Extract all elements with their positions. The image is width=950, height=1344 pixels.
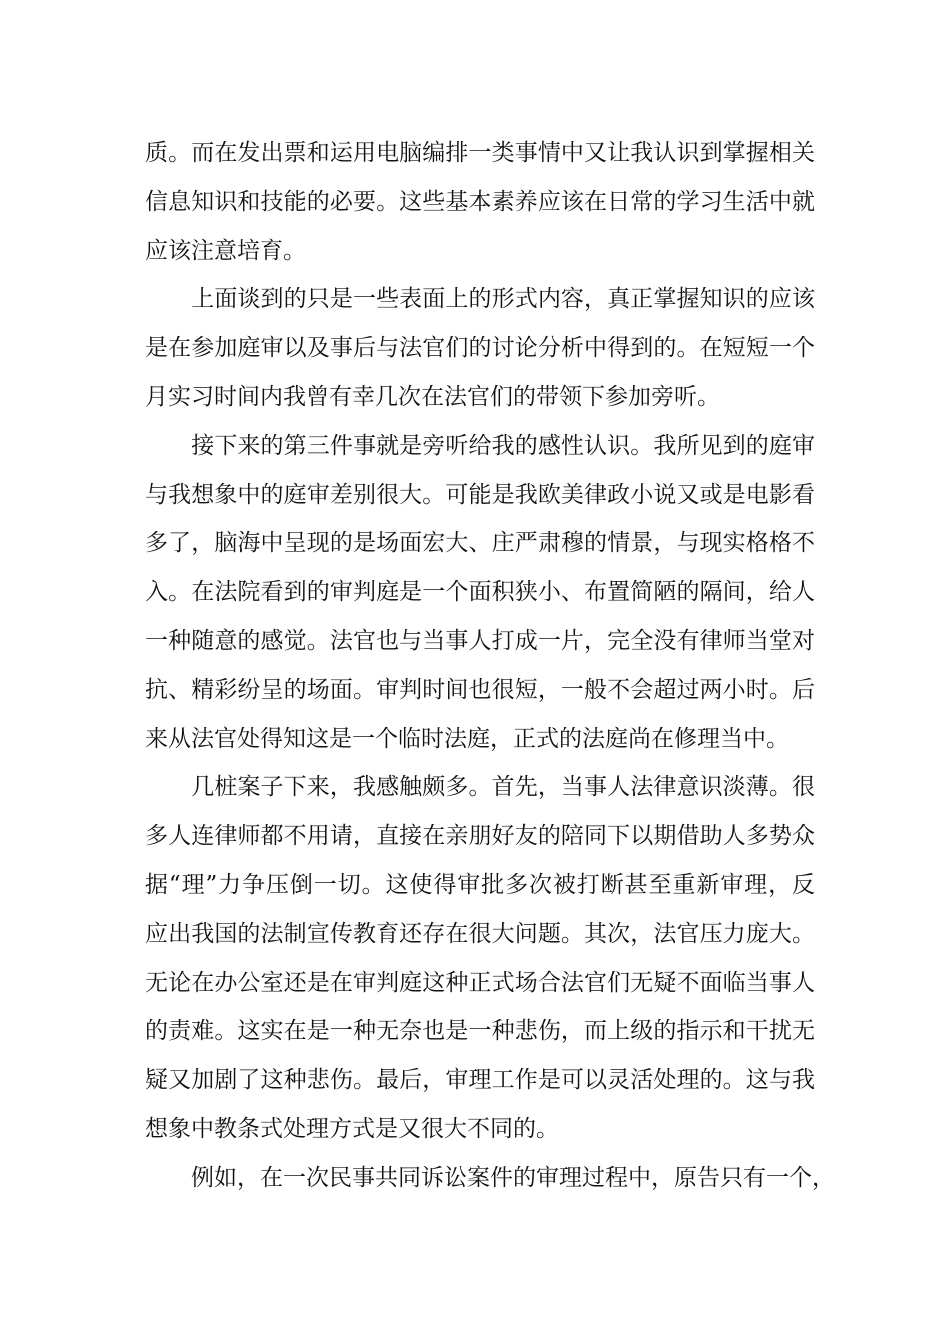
text-line: 月实习时间内我曾有幸几次在法官们的带领下参加旁听。	[145, 383, 720, 410]
text-line: 抗、精彩纷呈的场面。审判时间也很短，一般不会超过两小时。后	[145, 676, 815, 703]
text-line: 据“理”力争压倒一切。这使得审批多次被打断甚至重新审理，反	[145, 871, 815, 898]
text-line: 是在参加庭审以及事后与法官们的讨论分析中得到的。在短短一个	[145, 335, 815, 362]
text-line: 上面谈到的只是一些表面上的形式内容，真正掌握知识的应该	[145, 286, 815, 313]
text-line: 应该注意培育。	[145, 237, 306, 264]
text-line: 一种随意的感觉。法官也与当事人打成一片，完全没有律师当堂对	[145, 627, 815, 654]
text-line: 入。在法院看到的审判庭是一个面积狭小、布置简陋的隔间，给人	[145, 579, 815, 606]
paragraph	[145, 763, 815, 1153]
text-line: 例如，在一次民事共同诉讼案件的审理过程中，原告只有一个，	[145, 1164, 835, 1191]
text-line: 信息知识和技能的必要。这些基本素养应该在日常的学习生活中就	[145, 188, 815, 215]
text-line: 来从法官处得知这是一个临时法庭，正式的法庭尚在修理当中。	[145, 725, 789, 752]
text-line: 疑又加剧了这种悲伤。最后，审理工作是可以灵活处理的。这与我	[145, 1067, 815, 1094]
text-line: 几桩案子下来，我感触颇多。首先，当事人法律意识淡薄。很	[145, 774, 815, 801]
text-line: 想象中教条式处理方式是又很大不同的。	[145, 1115, 559, 1142]
paragraph	[145, 1154, 835, 1203]
paragraph	[145, 129, 815, 275]
text-line: 接下来的第三件事就是旁听给我的感性认识。我所见到的庭审	[145, 432, 815, 459]
text-line: 多人连律师都不用请，直接在亲朋好友的陪同下以期借助人多势众	[145, 823, 815, 850]
text-line: 与我想象中的庭审差别很大。可能是我欧美律政小说又或是电影看	[145, 481, 815, 508]
text-line: 应出我国的法制宣传教育还存在很大问题。其次，法官压力庞大。	[145, 920, 815, 947]
text-line: 无论在办公室还是在审判庭这种正式场合法官们无疑不面临当事人	[145, 969, 815, 996]
paragraph	[145, 422, 815, 764]
text-line: 的责难。这实在是一种无奈也是一种悲伤，而上级的指示和干扰无	[145, 1018, 815, 1045]
text-line: 多了，脑海中呈现的是场面宏大、庄严肃穆的情景，与现实格格不	[145, 530, 815, 557]
paragraph	[145, 275, 815, 421]
document-body	[145, 129, 835, 1203]
text-line: 质。而在发出票和运用电脑编排一类事情中又让我认识到掌握相关	[145, 140, 815, 166]
